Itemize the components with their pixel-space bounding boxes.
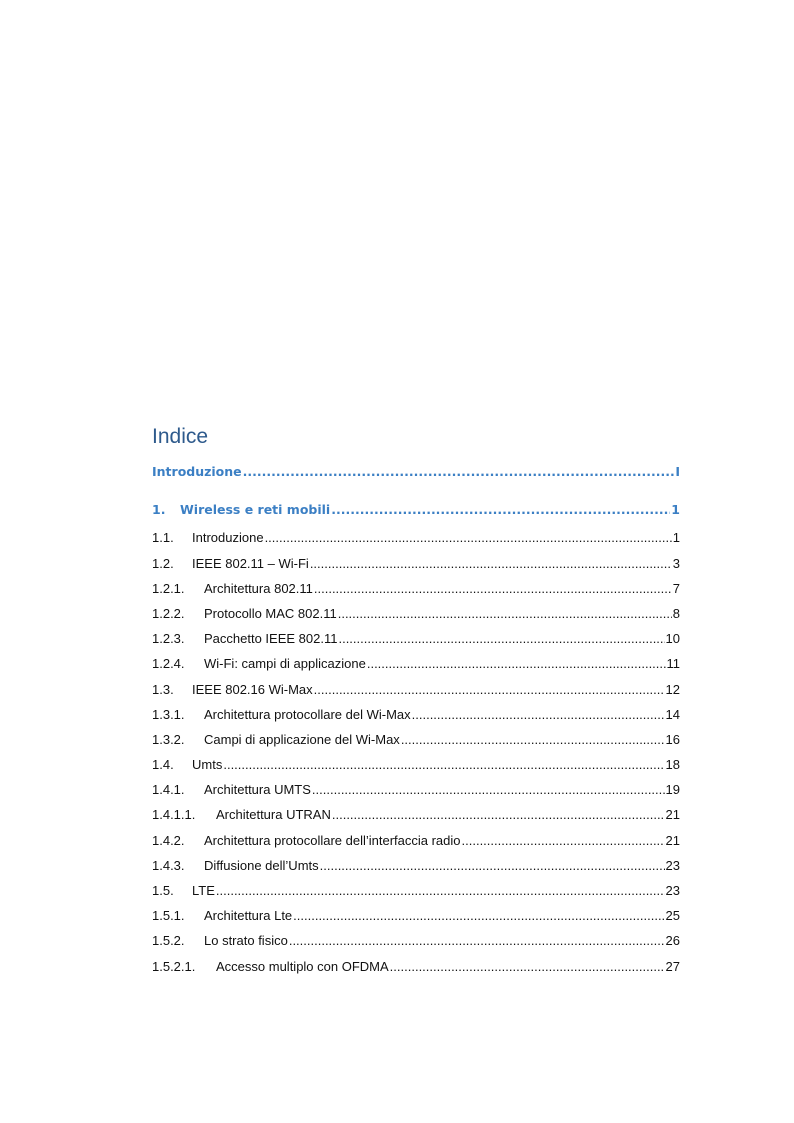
toc-entry-label: Wi-Fi: campi di applicazione [204, 656, 366, 672]
toc-entry-number: 1.5.2.1. [152, 958, 196, 974]
toc-leader-dots [332, 802, 665, 827]
toc-leader-dots [310, 551, 672, 576]
toc-leader-dots [331, 497, 670, 522]
toc-entry-label: Introduzione [152, 464, 242, 479]
toc-entry-label: Architettura Lte [204, 908, 293, 924]
toc-entry-number: 1.4.2. [152, 832, 185, 848]
toc-leader-dots [390, 954, 665, 979]
toc-entry-1-5-1[interactable] [152, 903, 680, 928]
toc-entry-1-5-2-1[interactable] [152, 954, 680, 979]
toc-entry-label: Architettura protocollare del Wi-Max [204, 706, 411, 722]
toc-entry-1-2-3[interactable] [152, 626, 680, 651]
toc-entry-label: LTE [192, 883, 215, 898]
toc-entry-1-3-1[interactable] [152, 702, 680, 727]
toc-leader-dots [289, 928, 665, 953]
toc-leader-dots [338, 601, 672, 626]
toc-leader-dots [314, 576, 672, 601]
toc-entry-1-3-2[interactable] [152, 727, 680, 752]
toc-entry-number: 1.3. [152, 681, 174, 697]
toc-entry-1-2[interactable] [152, 551, 680, 576]
toc-entry-1-4-3[interactable] [152, 853, 680, 878]
toc-entry-label: Wireless e reti mobili [180, 502, 331, 518]
toc-entry-number: 1.5.2. [152, 933, 185, 949]
toc-entry-number: 1.4.1.1. [152, 807, 196, 823]
toc-entry-page: 21 [665, 832, 680, 848]
toc-leader-dots [265, 525, 672, 550]
toc-entry-label: Architettura 802.11 [204, 580, 313, 596]
toc-entry-label: IEEE 802.16 Wi-Max [192, 681, 313, 697]
toc-entry-page: 27 [665, 958, 680, 974]
toc-entry-1-2-2[interactable] [152, 601, 680, 626]
toc-entry-number: 1.5. [152, 883, 174, 898]
toc-entry-label: Architettura UMTS [204, 782, 311, 798]
toc-entry-number: 1. [152, 502, 166, 518]
toc-entry-number: 1.3.2. [152, 731, 185, 747]
toc-entry-page: 19 [665, 782, 680, 798]
toc-entry-chapter-1[interactable] [152, 497, 680, 522]
toc-entry-number: 1.2.4. [152, 656, 185, 672]
toc-entry-label: Diffusione dell’Umts [204, 857, 319, 873]
toc-entry-1-2-4[interactable] [152, 651, 680, 676]
toc-entry-1-1[interactable] [152, 525, 680, 550]
toc-leader-dots [243, 459, 675, 484]
toc-entry-page: I [675, 464, 680, 479]
toc-entry-1-3[interactable] [152, 677, 680, 702]
toc-leader-dots [216, 878, 665, 903]
toc-entry-page: 16 [665, 731, 680, 747]
toc-leader-dots [320, 853, 665, 878]
toc-entry-page: 23 [665, 857, 680, 873]
toc-entry-introduzione[interactable] [152, 459, 680, 484]
toc-entry-page: 12 [665, 681, 680, 697]
toc-entry-page: 26 [665, 933, 680, 949]
toc-entry-page: 25 [665, 908, 680, 924]
toc-entry-1-5-2[interactable] [152, 928, 680, 953]
toc-entry-label: Accesso multiplo con OFDMA [216, 958, 389, 974]
toc-leader-dots [293, 903, 664, 928]
table-of-contents [152, 459, 680, 979]
toc-entry-page: 23 [665, 883, 680, 898]
toc-entry-page: 1 [671, 502, 680, 518]
toc-entry-page: 14 [665, 706, 680, 722]
toc-leader-dots [314, 677, 665, 702]
toc-entry-label: Protocollo MAC 802.11 [204, 605, 337, 621]
toc-entry-1-5[interactable] [152, 878, 680, 903]
toc-leader-dots [367, 651, 666, 676]
toc-entry-number: 1.2.2. [152, 605, 185, 621]
toc-entry-label: Architettura UTRAN [216, 807, 331, 823]
toc-leader-dots [401, 727, 665, 752]
toc-entry-label: Umts [192, 757, 223, 773]
toc-entry-label: Architettura protocollare dell’interfaccia radio [204, 832, 461, 848]
toc-entry-label: Pacchetto IEEE 802.11 [204, 631, 338, 647]
toc-leader-dots [338, 626, 664, 651]
toc-entry-label: Introduzione [192, 530, 264, 546]
toc-entry-number: 1.2. [152, 555, 174, 571]
toc-entry-page: 21 [665, 807, 680, 823]
toc-entry-label: Lo strato fisico [204, 933, 288, 949]
toc-entry-1-2-1[interactable] [152, 576, 680, 601]
toc-leader-dots [412, 702, 665, 727]
toc-entry-number: 1.4. [152, 757, 174, 773]
toc-entry-number: 1.4.3. [152, 857, 185, 873]
toc-entry-label: Campi di applicazione del Wi-Max [204, 731, 400, 747]
toc-entry-page: 7 [672, 580, 680, 596]
toc-entry-1-4[interactable] [152, 752, 680, 777]
toc-entry-page: 8 [672, 605, 680, 621]
toc-entry-1-4-1-1[interactable] [152, 802, 680, 827]
toc-entry-page: 18 [665, 757, 680, 773]
toc-entry-number: 1.2.3. [152, 631, 185, 647]
toc-entry-number: 1.5.1. [152, 908, 185, 924]
toc-entry-1-4-2[interactable] [152, 828, 680, 853]
toc-leader-dots [312, 777, 665, 802]
toc-entry-number: 1.2.1. [152, 580, 185, 596]
toc-entry-number: 1.4.1. [152, 782, 185, 798]
toc-entry-page: 1 [672, 530, 680, 546]
toc-entry-page: 11 [666, 656, 680, 672]
toc-entry-label: IEEE 802.11 – Wi-Fi [192, 555, 309, 571]
toc-entry-number: 1.1. [152, 530, 174, 546]
toc-entry-page: 3 [672, 555, 680, 571]
toc-leader-dots [223, 752, 664, 777]
toc-leader-dots [462, 828, 665, 853]
toc-title: Indice [152, 425, 209, 448]
toc-entry-page: 10 [665, 631, 680, 647]
toc-entry-1-4-1[interactable] [152, 777, 680, 802]
toc-entry-number: 1.3.1. [152, 706, 185, 722]
